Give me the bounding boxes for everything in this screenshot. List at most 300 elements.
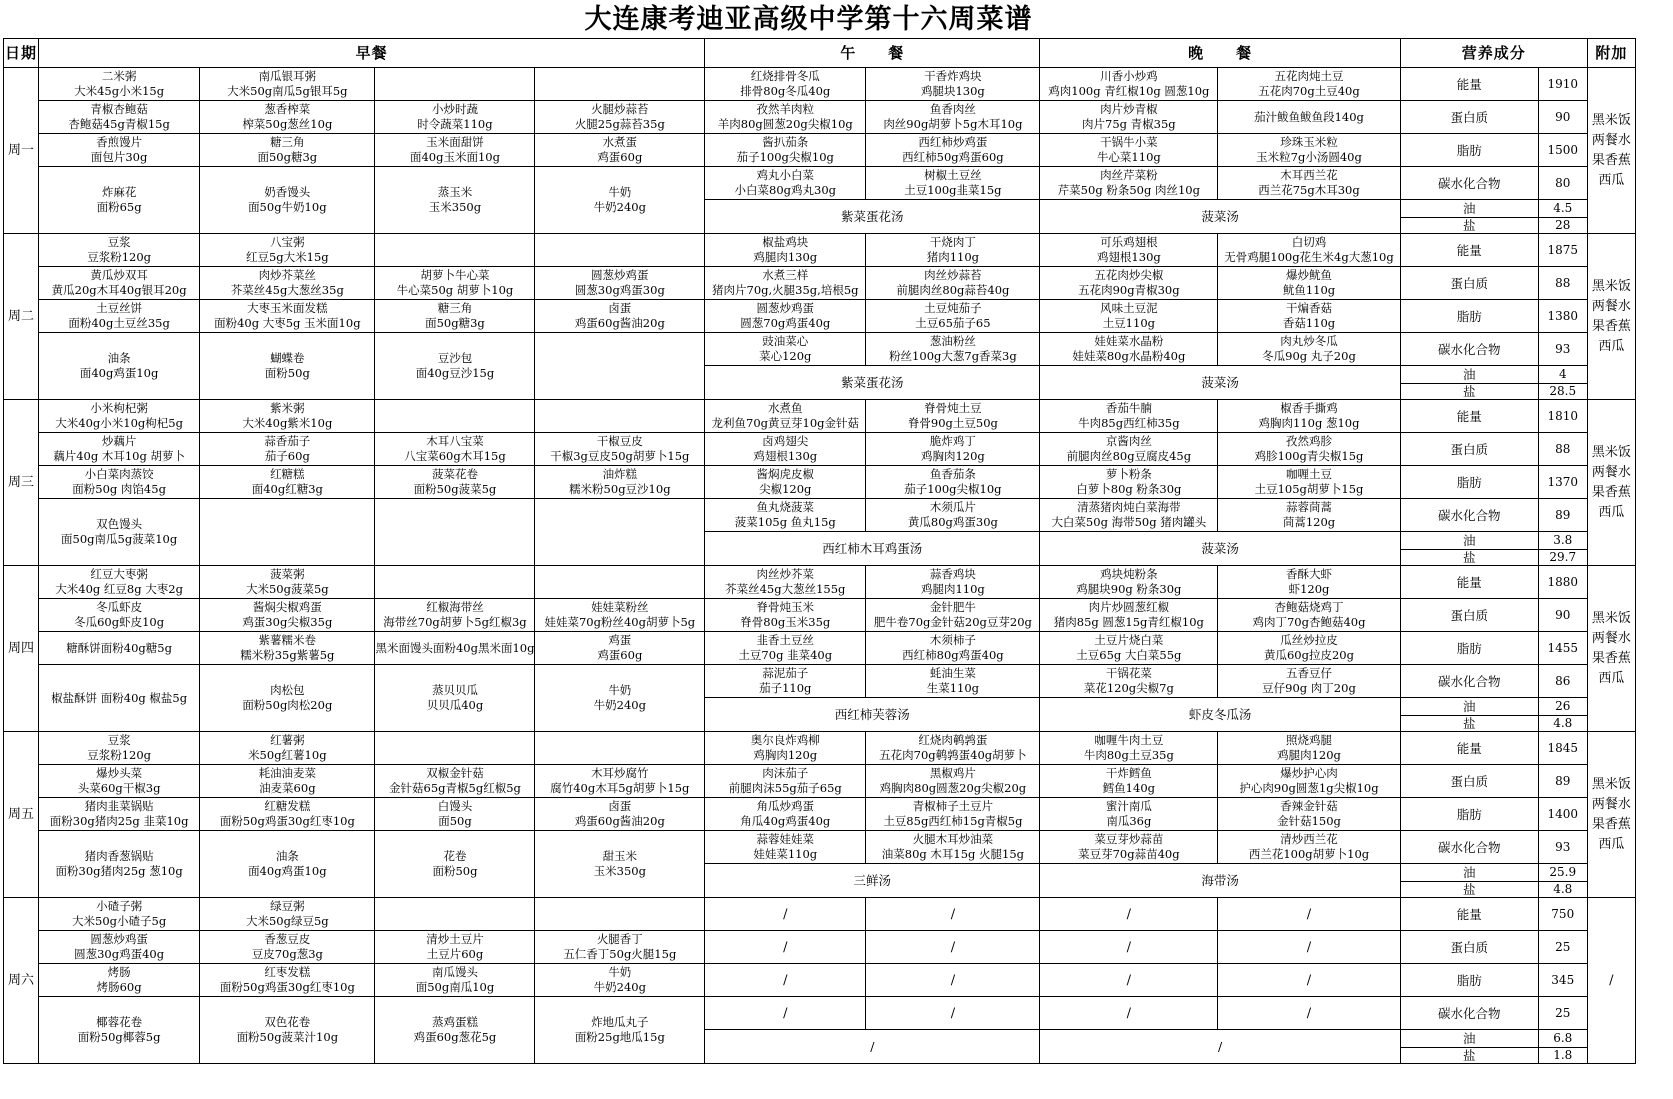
dinner-item: 白切鸡 无骨鸡腿100g花生米4g大葱10g bbox=[1218, 234, 1400, 267]
dinner-item: 瓜丝炒拉皮 黄瓜60g拉皮20g bbox=[1218, 632, 1400, 665]
nutrient-label: 油 bbox=[1400, 366, 1538, 384]
breakfast-item: 二米粥 大米45g小米15g bbox=[39, 68, 200, 101]
nutrient-label: 油 bbox=[1400, 698, 1538, 716]
nutrient-label: 盐 bbox=[1400, 716, 1538, 732]
lunch-item: 卤鸡翅尖 鸡翅根130g bbox=[705, 433, 866, 466]
nutrient-value: 93 bbox=[1538, 333, 1587, 366]
menu-row bbox=[4, 134, 1673, 167]
nutrient-value: 26 bbox=[1538, 698, 1587, 716]
nutrient-value: 88 bbox=[1538, 267, 1587, 300]
nutrient-value: 25 bbox=[1538, 997, 1587, 1030]
dinner-item: 菜豆芽炒蒜苗 菜豆芽70g蒜苗40g bbox=[1040, 831, 1218, 864]
nutrient-label: 碳水化合物 bbox=[1400, 831, 1538, 864]
lunch-item: 金针肥牛 肥牛卷70g金针菇20g豆芽20g bbox=[866, 599, 1040, 632]
menu-row bbox=[4, 234, 1673, 267]
dinner-item: 清炒西兰花 西兰花100g胡萝卜10g bbox=[1218, 831, 1400, 864]
extra-info: / bbox=[1587, 898, 1635, 1064]
lunch-item: 蒜泥茄子 茄子110g bbox=[705, 665, 866, 698]
menu-row bbox=[4, 665, 1673, 698]
lunch-item: 角瓜炒鸡蛋 角瓜40g鸡蛋40g bbox=[705, 798, 866, 831]
nutrient-label: 碳水化合物 bbox=[1400, 167, 1538, 200]
dinner-item: 咖喱牛肉土豆 牛肉80g土豆35g bbox=[1040, 732, 1218, 765]
nutrient-label: 盐 bbox=[1400, 550, 1538, 566]
nutrient-value: 28.5 bbox=[1538, 384, 1587, 400]
dinner-item: / bbox=[1040, 898, 1218, 931]
breakfast-item: 蒸贝贝瓜 贝贝瓜40g bbox=[375, 665, 535, 732]
lunch-item: 葱油粉丝 粉丝100g大葱7g香菜3g bbox=[866, 333, 1040, 366]
nutrient-label: 碳水化合物 bbox=[1400, 665, 1538, 698]
extra-info: 黑米饭两餐水果香蕉西瓜 bbox=[1587, 68, 1635, 234]
header-dinner: 晚 餐 bbox=[1040, 39, 1400, 68]
lunch-item: / bbox=[705, 997, 866, 1030]
nutrient-value: 28 bbox=[1538, 218, 1587, 234]
dinner-item: 椒香手撕鸡 鸡胸肉110g 葱10g bbox=[1218, 400, 1400, 433]
breakfast-item: 甜玉米 玉米350g bbox=[535, 831, 705, 898]
dinner-item: 茄汁鲅鱼鲅鱼段140g bbox=[1218, 101, 1400, 134]
nutrient-label: 能量 bbox=[1400, 898, 1538, 931]
breakfast-item: 小白菜肉蒸饺 面粉50g 肉馅45g bbox=[39, 466, 200, 499]
breakfast-item bbox=[535, 566, 705, 599]
breakfast-item: 木耳炒腐竹 腐竹40g木耳5g胡萝卜15g bbox=[535, 765, 705, 798]
nutrient-value: 1455 bbox=[1538, 632, 1587, 665]
dinner-item: 杏鲍菇烧鸡丁 鸡肉丁70g杏鲍菇40g bbox=[1218, 599, 1400, 632]
breakfast-item: 大枣玉米面发糕 面粉40g 大枣5g 玉米面10g bbox=[200, 300, 375, 333]
nutrient-label: 脂肪 bbox=[1400, 632, 1538, 665]
breakfast-item: 圆葱炒鸡蛋 圆葱30g鸡蛋30g bbox=[535, 267, 705, 300]
menu-row bbox=[4, 898, 1673, 931]
dinner-item: 风味土豆泥 土豆110g bbox=[1040, 300, 1218, 333]
breakfast-item: 葱香榨菜 榨菜50g葱丝10g bbox=[200, 101, 375, 134]
breakfast-item: 奶香馒头 面50g牛奶10g bbox=[200, 167, 375, 234]
dinner-item: 肉片炒青椒 肉片75g 青椒35g bbox=[1040, 101, 1218, 134]
lunch-item: / bbox=[866, 997, 1040, 1030]
nutrient-value: 1875 bbox=[1538, 234, 1587, 267]
nutrient-label: 能量 bbox=[1400, 234, 1538, 267]
dinner-soup: 海带汤 bbox=[1040, 864, 1400, 898]
breakfast-item: 黄瓜炒双耳 黄瓜20g木耳40g银耳20g bbox=[39, 267, 200, 300]
nutrient-value: 4.8 bbox=[1538, 716, 1587, 732]
menu-row bbox=[4, 798, 1673, 831]
breakfast-item: 土豆丝饼 面粉40g土豆丝35g bbox=[39, 300, 200, 333]
lunch-item: 鱼丸烧菠菜 菠菜105g 鱼丸15g bbox=[705, 499, 866, 532]
breakfast-item: 炒藕片 藕片40g 木耳10g 胡萝卜 bbox=[39, 433, 200, 466]
dinner-item: 木耳西兰花 西兰花75g木耳30g bbox=[1218, 167, 1400, 200]
nutrient-value: 90 bbox=[1538, 101, 1587, 134]
nutrient-label: 蛋白质 bbox=[1400, 765, 1538, 798]
breakfast-item: 香煎馒片 面包片30g bbox=[39, 134, 200, 167]
dinner-item: 干炸鳕鱼 鳕鱼140g bbox=[1040, 765, 1218, 798]
dinner-item: 娃娃菜水晶粉 娃娃菜80g水晶粉40g bbox=[1040, 333, 1218, 366]
breakfast-item: 烤肠 烤肠60g bbox=[39, 964, 200, 997]
lunch-soup: 西红柿芙蓉汤 bbox=[705, 698, 1040, 732]
dinner-item: 干锅花菜 菜花120g尖椒7g bbox=[1040, 665, 1218, 698]
breakfast-item: 蒸玉米 玉米350g bbox=[375, 167, 535, 234]
lunch-item: 奥尔良炸鸡柳 鸡胸肉120g bbox=[705, 732, 866, 765]
lunch-item: 孜然羊肉粒 羊肉80g圆葱20g尖椒10g bbox=[705, 101, 866, 134]
dinner-item: 蜜汁南瓜 南瓜36g bbox=[1040, 798, 1218, 831]
breakfast-item: 油条 面40g鸡蛋10g bbox=[200, 831, 375, 898]
lunch-item: 干烧肉丁 猪肉110g bbox=[866, 234, 1040, 267]
nutrient-label: 油 bbox=[1400, 1030, 1538, 1048]
breakfast-item bbox=[535, 898, 705, 931]
breakfast-item: 糖三角 面50g糖3g bbox=[375, 300, 535, 333]
nutrient-value: 4 bbox=[1538, 366, 1587, 384]
lunch-item: 黑椒鸡片 鸡胸肉80g圆葱20g尖椒20g bbox=[866, 765, 1040, 798]
dinner-item: 五花肉炒尖椒 五花肉90g青椒30g bbox=[1040, 267, 1218, 300]
breakfast-item bbox=[535, 234, 705, 267]
dinner-soup: 虾皮冬瓜汤 bbox=[1040, 698, 1400, 732]
breakfast-item: 炸麻花 面粉65g bbox=[39, 167, 200, 234]
breakfast-item bbox=[375, 400, 535, 433]
breakfast-item: 玉米面甜饼 面40g玉米面10g bbox=[375, 134, 535, 167]
day-label: 周六 bbox=[4, 898, 39, 1064]
lunch-item: 西红柿炒鸡蛋 西红柿50g鸡蛋60g bbox=[866, 134, 1040, 167]
dinner-item: 照烧鸡腿 鸡腿肉120g bbox=[1218, 732, 1400, 765]
menu-row bbox=[4, 831, 1673, 864]
dinner-item: / bbox=[1040, 931, 1218, 964]
nutrient-label: 脂肪 bbox=[1400, 300, 1538, 333]
breakfast-item: 青椒杏鲍菇 杏鲍菇45g青椒15g bbox=[39, 101, 200, 134]
breakfast-item: 南瓜馒头 面50g南瓜10g bbox=[375, 964, 535, 997]
nutrient-value: 86 bbox=[1538, 665, 1587, 698]
lunch-soup: / bbox=[705, 1030, 1040, 1064]
menu-row bbox=[4, 765, 1673, 798]
menu-row bbox=[4, 732, 1673, 765]
lunch-item: 椒盐鸡块 鸡腿肉130g bbox=[705, 234, 866, 267]
nutrient-label: 蛋白质 bbox=[1400, 433, 1538, 466]
lunch-item: 鸡丸小白菜 小白菜80g鸡丸30g bbox=[705, 167, 866, 200]
menu-row bbox=[4, 466, 1673, 499]
nutrient-value: 25.9 bbox=[1538, 864, 1587, 882]
extra-info: 黑米饭两餐水果香蕉西瓜 bbox=[1587, 732, 1635, 898]
breakfast-item: 绿豆粥 大米50g绿豆5g bbox=[200, 898, 375, 931]
dinner-soup: / bbox=[1040, 1030, 1400, 1064]
dinner-item: 爆炒鱿鱼 鱿鱼110g bbox=[1218, 267, 1400, 300]
breakfast-item: 火腿炒蒜苔 火腿25g蒜苔35g bbox=[535, 101, 705, 134]
nutrient-label: 脂肪 bbox=[1400, 798, 1538, 831]
lunch-item: 脆炸鸡丁 鸡胸肉120g bbox=[866, 433, 1040, 466]
lunch-item: / bbox=[705, 964, 866, 997]
breakfast-item: 木耳八宝菜 八宝菜60g木耳15g bbox=[375, 433, 535, 466]
menu-row bbox=[4, 499, 1673, 532]
lunch-item: 蒜蓉娃娃菜 娃娃菜110g bbox=[705, 831, 866, 864]
lunch-item: 肉沫茄子 前腿肉沫55g茄子65g bbox=[705, 765, 866, 798]
breakfast-item: 红枣发糕 面粉50g鸡蛋30g红枣10g bbox=[200, 964, 375, 997]
menu-row bbox=[4, 167, 1673, 200]
breakfast-item: 南瓜银耳粥 大米50g南瓜5g银耳5g bbox=[200, 68, 375, 101]
nutrient-label: 脂肪 bbox=[1400, 964, 1538, 997]
breakfast-item bbox=[375, 68, 535, 101]
dinner-item: / bbox=[1218, 997, 1400, 1030]
menu-row bbox=[4, 267, 1673, 300]
breakfast-item: 红糖糕 面40g红糖3g bbox=[200, 466, 375, 499]
breakfast-item: 耗油油麦菜 油麦菜60g bbox=[200, 765, 375, 798]
nutrient-value: 1400 bbox=[1538, 798, 1587, 831]
dinner-soup: 菠菜汤 bbox=[1040, 532, 1400, 566]
dinner-item: 蒜蓉茼蒿 茼蒿120g bbox=[1218, 499, 1400, 532]
header-row bbox=[4, 39, 1673, 68]
lunch-item: / bbox=[866, 964, 1040, 997]
breakfast-item: 紫米粥 大米40g紫米10g bbox=[200, 400, 375, 433]
nutrient-value: 4.8 bbox=[1538, 882, 1587, 898]
breakfast-item: 卤蛋 鸡蛋60g酱油20g bbox=[535, 798, 705, 831]
nutrient-value: 6.8 bbox=[1538, 1030, 1587, 1048]
breakfast-item bbox=[200, 499, 375, 566]
lunch-soup: 西红柿木耳鸡蛋汤 bbox=[705, 532, 1040, 566]
lunch-item: 蒜香鸡块 鸡腿肉110g bbox=[866, 566, 1040, 599]
extra-info: 黑米饭两餐水果香蕉西瓜 bbox=[1587, 234, 1635, 400]
breakfast-item: 豆浆 豆浆粉120g bbox=[39, 234, 200, 267]
nutrient-value: 750 bbox=[1538, 898, 1587, 931]
lunch-item: 鱼香茄条 茄子100g尖椒10g bbox=[866, 466, 1040, 499]
nutrient-value: 1380 bbox=[1538, 300, 1587, 333]
menu-row bbox=[4, 433, 1673, 466]
breakfast-item: 糖酥饼面粉40g糖5g bbox=[39, 632, 200, 665]
nutrient-label: 油 bbox=[1400, 864, 1538, 882]
menu-title: 大连康考迪亚高级中学第十六周菜谱 bbox=[584, 4, 1033, 35]
breakfast-item: 炸地瓜丸子 面粉25g地瓜15g bbox=[535, 997, 705, 1064]
breakfast-item: 菠菜花卷 面粉50g菠菜5g bbox=[375, 466, 535, 499]
dinner-item: 可乐鸡翅根 鸡翅根130g bbox=[1040, 234, 1218, 267]
lunch-item: 水煮三样 猪肉片70g,火腿35g,培根5g bbox=[705, 267, 866, 300]
dinner-item: 孜然鸡胗 鸡胗100g青尖椒15g bbox=[1218, 433, 1400, 466]
nutrient-value: 1370 bbox=[1538, 466, 1587, 499]
nutrient-label: 脂肪 bbox=[1400, 466, 1538, 499]
nutrient-label: 能量 bbox=[1400, 566, 1538, 599]
nutrient-value: 1810 bbox=[1538, 400, 1587, 433]
lunch-item: 韭香土豆丝 土豆70g 韭菜40g bbox=[705, 632, 866, 665]
dinner-item: 肉丸炒冬瓜 冬瓜90g 丸子20g bbox=[1218, 333, 1400, 366]
breakfast-item: 冬瓜虾皮 冬瓜60g虾皮10g bbox=[39, 599, 200, 632]
day-label: 周三 bbox=[4, 400, 39, 566]
header-date: 日期 bbox=[4, 39, 39, 68]
lunch-item: 红烧肉鹌鹑蛋 五花肉70g鹌鹑蛋40g胡萝卜 bbox=[866, 732, 1040, 765]
lunch-item: 酱扒茄条 茄子100g尖椒10g bbox=[705, 134, 866, 167]
breakfast-item: 红糖发糕 面粉50g鸡蛋30g红枣10g bbox=[200, 798, 375, 831]
dinner-item: 香酥大虾 虾120g bbox=[1218, 566, 1400, 599]
header-breakfast: 早餐 bbox=[39, 39, 705, 68]
lunch-item: 脊骨炖玉米 脊骨80g玉米35g bbox=[705, 599, 866, 632]
menu-row bbox=[4, 997, 1673, 1030]
dinner-item: 清蒸猪肉炖白菜海带 大白菜50g 海带50g 猪肉罐头 bbox=[1040, 499, 1218, 532]
breakfast-item: 娃娃菜粉丝 娃娃菜70g粉丝40g胡萝卜5g bbox=[535, 599, 705, 632]
breakfast-item: 双色花卷 面粉50g菠菜汁10g bbox=[200, 997, 375, 1064]
dinner-item: 肉片炒圆葱红椒 猪肉85g 圆葱15g青红椒10g bbox=[1040, 599, 1218, 632]
lunch-item: 木须柿子 西红柿80g鸡蛋40g bbox=[866, 632, 1040, 665]
breakfast-item bbox=[535, 732, 705, 765]
nutrient-value: 1.8 bbox=[1538, 1048, 1587, 1064]
lunch-item: 木须瓜片 黄瓜80g鸡蛋30g bbox=[866, 499, 1040, 532]
breakfast-item: 白馒头 面50g bbox=[375, 798, 535, 831]
dinner-soup: 菠菜汤 bbox=[1040, 200, 1400, 234]
breakfast-item: 双色馒头 面50g南瓜5g菠菜10g bbox=[39, 499, 200, 566]
breakfast-item: 猪肉韭菜锅贴 面粉30g猪肉25g 韭菜10g bbox=[39, 798, 200, 831]
day-label: 周一 bbox=[4, 68, 39, 234]
lunch-item: 青椒柿子土豆片 土豆85g西红柿15g青椒5g bbox=[866, 798, 1040, 831]
lunch-soup: 紫菜蛋花汤 bbox=[705, 200, 1040, 234]
nutrient-label: 脂肪 bbox=[1400, 134, 1538, 167]
breakfast-item: 酱焖尖椒鸡蛋 鸡蛋30g尖椒35g bbox=[200, 599, 375, 632]
nutrient-label: 盐 bbox=[1400, 1048, 1538, 1064]
nutrient-label: 蛋白质 bbox=[1400, 101, 1538, 134]
nutrient-value: 3.8 bbox=[1538, 532, 1587, 550]
menu-row bbox=[4, 400, 1673, 433]
breakfast-item: 鸡蛋 鸡蛋60g bbox=[535, 632, 705, 665]
menu-row bbox=[4, 101, 1673, 134]
nutrient-value: 1845 bbox=[1538, 732, 1587, 765]
breakfast-item: 爆炒头菜 头菜60g干椒3g bbox=[39, 765, 200, 798]
dinner-item: / bbox=[1040, 997, 1218, 1030]
breakfast-item: 水煮蛋 鸡蛋60g bbox=[535, 134, 705, 167]
header-nutrition: 营养成分 bbox=[1400, 39, 1587, 68]
breakfast-item: 紫薯糯米卷 糯米粉35g紫薯5g bbox=[200, 632, 375, 665]
nutrient-value: 29.7 bbox=[1538, 550, 1587, 566]
lunch-item: 红烧排骨冬瓜 排骨80g冬瓜40g bbox=[705, 68, 866, 101]
breakfast-item: 牛奶 牛奶240g bbox=[535, 665, 705, 732]
nutrient-label: 能量 bbox=[1400, 732, 1538, 765]
nutrient-value: 1910 bbox=[1538, 68, 1587, 101]
breakfast-item: 蝴蝶卷 面粉50g bbox=[200, 333, 375, 400]
nutrient-value: 89 bbox=[1538, 765, 1587, 798]
breakfast-item bbox=[375, 566, 535, 599]
lunch-item: / bbox=[866, 898, 1040, 931]
menu-row bbox=[4, 333, 1673, 366]
menu-row bbox=[4, 599, 1673, 632]
nutrient-label: 蛋白质 bbox=[1400, 599, 1538, 632]
nutrient-label: 能量 bbox=[1400, 68, 1538, 101]
lunch-soup: 紫菜蛋花汤 bbox=[705, 366, 1040, 400]
breakfast-item bbox=[535, 68, 705, 101]
nutrient-label: 盐 bbox=[1400, 218, 1538, 234]
dinner-item: 干锅牛小菜 牛心菜110g bbox=[1040, 134, 1218, 167]
lunch-item: 蚝油生菜 生菜110g bbox=[866, 665, 1040, 698]
nutrient-value: 80 bbox=[1538, 167, 1587, 200]
dinner-item: 鸡块炖粉条 鸡腿块90g 粉条30g bbox=[1040, 566, 1218, 599]
nutrient-value: 88 bbox=[1538, 433, 1587, 466]
header-lunch: 午 餐 bbox=[705, 39, 1040, 68]
breakfast-item: 小米枸杞粥 大米40g小米10g枸杞5g bbox=[39, 400, 200, 433]
lunch-item: 干香炸鸡块 鸡腿块130g bbox=[866, 68, 1040, 101]
lunch-item: 豉油菜心 菜心120g bbox=[705, 333, 866, 366]
lunch-item: 土豆炖茄子 土豆65茄子65 bbox=[866, 300, 1040, 333]
lunch-soup: 三鲜汤 bbox=[705, 864, 1040, 898]
dinner-item: 肉丝芹菜粉 芹菜50g 粉条50g 肉丝10g bbox=[1040, 167, 1218, 200]
lunch-item: 鱼香肉丝 肉丝90g胡萝卜5g木耳10g bbox=[866, 101, 1040, 134]
lunch-item: 肉丝炒芥菜 芥菜丝45g大葱丝155g bbox=[705, 566, 866, 599]
nutrient-label: 能量 bbox=[1400, 400, 1538, 433]
menu-row bbox=[4, 300, 1673, 333]
menu-row bbox=[4, 931, 1673, 964]
lunch-item: / bbox=[705, 898, 866, 931]
dinner-item: 土豆片烧白菜 土豆65g 大白菜55g bbox=[1040, 632, 1218, 665]
breakfast-item bbox=[535, 400, 705, 433]
lunch-item: / bbox=[705, 931, 866, 964]
dinner-item: / bbox=[1218, 898, 1400, 931]
breakfast-item: 卤蛋 鸡蛋60g酱油20g bbox=[535, 300, 705, 333]
nutrient-label: 盐 bbox=[1400, 882, 1538, 898]
nutrient-label: 油 bbox=[1400, 200, 1538, 218]
breakfast-item: 肉松包 面粉50g肉松20g bbox=[200, 665, 375, 732]
dinner-item: 京酱肉丝 前腿肉丝80g豆腐皮45g bbox=[1040, 433, 1218, 466]
dinner-item: 珍珠玉米粒 玉米粒7g小汤圆40g bbox=[1218, 134, 1400, 167]
dinner-item: 爆炒护心肉 护心肉90g圆葱1g尖椒10g bbox=[1218, 765, 1400, 798]
menu-row bbox=[4, 964, 1673, 997]
breakfast-item bbox=[535, 333, 705, 400]
breakfast-item: 双椒金针菇 金针菇65g青椒5g红椒5g bbox=[375, 765, 535, 798]
lunch-item: 树椒土豆丝 土豆100g韭菜15g bbox=[866, 167, 1040, 200]
extra-info: 黑米饭两餐水果香蕉西瓜 bbox=[1587, 566, 1635, 732]
breakfast-item: 豆浆 豆浆粉120g bbox=[39, 732, 200, 765]
breakfast-item: 糖三角 面50g糖3g bbox=[200, 134, 375, 167]
breakfast-item: 圆葱炒鸡蛋 圆葱30g鸡蛋40g bbox=[39, 931, 200, 964]
dinner-item: 香茄牛腩 牛肉85g西红柿35g bbox=[1040, 400, 1218, 433]
breakfast-item: 豆沙包 面40g豆沙15g bbox=[375, 333, 535, 400]
breakfast-item bbox=[375, 234, 535, 267]
nutrient-value: 93 bbox=[1538, 831, 1587, 864]
lunch-item: 水煮鱼 龙利鱼70g黄豆芽10g金针菇 bbox=[705, 400, 866, 433]
nutrient-value: 345 bbox=[1538, 964, 1587, 997]
breakfast-item bbox=[375, 499, 535, 566]
breakfast-item: 油炸糕 糯米粉50g豆沙10g bbox=[535, 466, 705, 499]
dinner-item: / bbox=[1218, 931, 1400, 964]
nutrient-value: 89 bbox=[1538, 499, 1587, 532]
dinner-soup: 菠菜汤 bbox=[1040, 366, 1400, 400]
nutrient-label: 碳水化合物 bbox=[1400, 333, 1538, 366]
day-label: 周二 bbox=[4, 234, 39, 400]
menu-row bbox=[4, 68, 1673, 101]
breakfast-item bbox=[375, 732, 535, 765]
breakfast-item: 胡萝卜牛心菜 牛心菜50g 胡萝卜10g bbox=[375, 267, 535, 300]
breakfast-item: 肉炒芥菜丝 芥菜丝45g大葱丝35g bbox=[200, 267, 375, 300]
nutrient-value: 1880 bbox=[1538, 566, 1587, 599]
nutrient-value: 4.5 bbox=[1538, 200, 1587, 218]
breakfast-item: 八宝粥 红豆5g大米15g bbox=[200, 234, 375, 267]
dinner-item: 五香豆仔 豆仔90g 肉丁20g bbox=[1218, 665, 1400, 698]
header-extra: 附加 bbox=[1587, 39, 1635, 68]
breakfast-item: 清炒土豆片 土豆片60g bbox=[375, 931, 535, 964]
lunch-item: 圆葱炒鸡蛋 圆葱70g鸡蛋40g bbox=[705, 300, 866, 333]
dinner-item: 干煸香菇 香菇110g bbox=[1218, 300, 1400, 333]
breakfast-item: 蒸鸡蛋糕 鸡蛋60g葱花5g bbox=[375, 997, 535, 1064]
nutrient-label: 碳水化合物 bbox=[1400, 997, 1538, 1030]
breakfast-item: 香葱豆皮 豆皮70g葱3g bbox=[200, 931, 375, 964]
breakfast-item: 火腿香丁 五仁香丁50g火腿15g bbox=[535, 931, 705, 964]
breakfast-item: 牛奶 牛奶240g bbox=[535, 167, 705, 234]
breakfast-item: 牛奶 牛奶240g bbox=[535, 964, 705, 997]
menu-row bbox=[4, 566, 1673, 599]
breakfast-item: 油条 面40g鸡蛋10g bbox=[39, 333, 200, 400]
extra-info: 黑米饭两餐水果香蕉西瓜 bbox=[1587, 400, 1635, 566]
nutrient-label: 盐 bbox=[1400, 384, 1538, 400]
breakfast-item: 红薯粥 米50g红薯10g bbox=[200, 732, 375, 765]
dinner-item: / bbox=[1040, 964, 1218, 997]
breakfast-item: 小碴子粥 大米50g小碴子5g bbox=[39, 898, 200, 931]
menu-row bbox=[4, 632, 1673, 665]
nutrient-label: 蛋白质 bbox=[1400, 931, 1538, 964]
breakfast-item: 蒜香茄子 茄子60g bbox=[200, 433, 375, 466]
dinner-item: 萝卜粉条 白萝卜80g 粉条30g bbox=[1040, 466, 1218, 499]
dinner-item: 川香小炒鸡 鸡肉100g 青红椒10g 圆葱10g bbox=[1040, 68, 1218, 101]
lunch-item: 脊骨炖土豆 脊骨90g土豆50g bbox=[866, 400, 1040, 433]
dinner-item: / bbox=[1218, 964, 1400, 997]
dinner-item: 咖喱土豆 土豆105g胡萝卜15g bbox=[1218, 466, 1400, 499]
breakfast-item: 黑米面馒头面粉40g黑米面10g bbox=[375, 632, 535, 665]
nutrient-label: 油 bbox=[1400, 532, 1538, 550]
lunch-item: 酱焖虎皮椒 尖椒120g bbox=[705, 466, 866, 499]
breakfast-item bbox=[535, 499, 705, 566]
lunch-item: 火腿木耳炒油菜 油菜80g 木耳15g 火腿15g bbox=[866, 831, 1040, 864]
breakfast-item: 椰蓉花卷 面粉50g椰蓉5g bbox=[39, 997, 200, 1064]
